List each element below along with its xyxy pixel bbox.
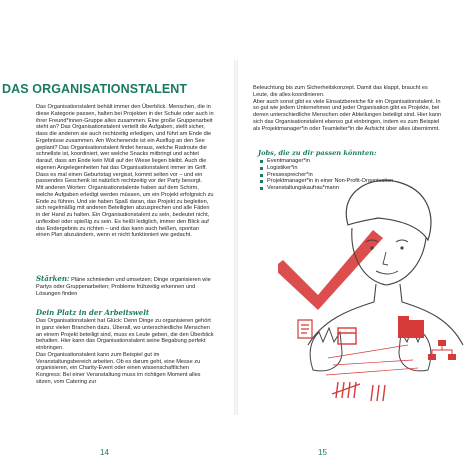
page-title: DAS ORGANISATIONSTALENT (2, 82, 188, 96)
section-paragraph-1: Das Organisationstalent hat Glück: Denn Dinge zu organisieren gehört in ganz vielen Branchen dazu. Überall, wo unterschiedliche Menschen an einem Projekt beteiligt sind, muss es Leute geben, die den Überblick behalten. Hier kann das Organisationstalent seine Begabung perfekt einbringen. (36, 318, 214, 351)
job-item: Eventmanager*in (260, 158, 393, 165)
person-hair (346, 180, 431, 240)
strengths-block (36, 276, 214, 297)
section-heading: Dein Platz in der Arbeitswelt (36, 308, 150, 317)
checkmark-icon (278, 230, 383, 310)
jobs-heading: Jobs, die zu dir passen könnten: (258, 149, 377, 157)
section-text (36, 318, 214, 386)
tally-marks-icon (332, 382, 385, 401)
right-paragraph-2: Aber auch sonst gibt es viele Einsatzbereiche für ein Organisationstalent. In so gut wie jedem Unternehmen und jeder Organisation gibt es Projekte, bei denen unterschiedliche Menschen oder Abteilungen beteiligt sind. Hier kann sich das Organisationstalent ebenso gut einbringen, indem es zum Beispiel als Projektmanager*in oder Teamleiter*in die Aufsicht über alles übernimmt. (253, 98, 442, 132)
clipboard-icon (298, 320, 312, 338)
intro-text (36, 104, 214, 239)
strengths-label: Stärken: (36, 274, 70, 283)
intro-paragraph-2: Mit anderen Worten: Organisationstalente haben auf dem Schirm, welche Aufgaben erledigt werden müssen, um ein Projekt erfolgreich zu Ende zu führen. Und sie haben Spaß daran, das Projekt zu begleiten, sich regelmäßig mit anderen Beteiligten abzusprechen und alle Fäden in der Hand zu halten. Ein Organisationstalent zu sein, bedeutet nicht, unflexibel oder spießig zu sein. Es heißt lediglich, immer den Blick auf das Endergebnis zu richten – und das kann auch heißen, spontan einen Plan abzuändern, wenn er nicht funktioniert wie gedacht. (36, 185, 214, 239)
page-number-right: 15 (318, 448, 327, 457)
strengths-text: Pläne schmieden und umsetzen; Dinge organisieren wie Partys oder Gruppenarbeiten; Probleme frühzeitig erkennen und Lösungen finden (36, 277, 211, 297)
right-paragraph-1: Beleuchtung bis zum Sicherheitskonzept. Damit das klappt, braucht es Leute, die alles koordinieren. (253, 85, 428, 98)
left-page (0, 60, 234, 457)
intro-paragraph-1: Das Organisationstalent behält immer den Überblick. Menschen, die in diese Kategorie passen, halten bei Projekten in der Schule oder auch in ihrer Freund*innen-Gruppe alles zusammen. Eine große Gruppenarbeit steht an? Das Organisationstalent verteilt die Aufgaben, stellt sicher, dass die anderen sie auch rechtzeitig erledigen, und führt am Ende die Ergebnisse zusammen. Am Wochenende ist ein Ausflug an den See geplant? Das Organisationstalent findet heraus, welche Radroute die schnellste ist, koordiniert, wer welche Snacks mitbringt und achtet darauf, dass am Ende kein Müll auf der Wiese liegen bleibt. Auch die eigenen Angelegenheiten hat das Organisationstalent immer im Griff. Dass es mal einen Geburtstag vergisst, kommt selten vor – und ein passendes Geschenk ist natürlich rechtzeitig vor der Party besorgt. (36, 104, 214, 185)
right-body-text (253, 85, 443, 132)
org-chart-icon (428, 340, 456, 360)
job-item: Pressesprecher*in (260, 172, 393, 179)
page-number-left: 14 (100, 448, 109, 457)
job-item: Logistiker*in (260, 165, 393, 172)
job-item: Veranstaltungskaufrau*mann (260, 185, 393, 192)
organizer-illustration (278, 170, 473, 430)
folder-icon (398, 320, 424, 338)
section-paragraph-2: Das Organisationstalent kann zum Beispiel gut im Veranstaltungsbereich arbeiten. Ob es darum geht, eine Messe zu organisieren, ein Charity-Event oder einen wissenschaftlichen Kongress: Bei einer Veranstaltung muss im richtigen Moment alles sitzen, vom Catering zur (36, 351, 201, 385)
job-item: Projektmanager*in in einer Non-Profit-Organisation (260, 178, 393, 185)
right-page (238, 60, 473, 457)
